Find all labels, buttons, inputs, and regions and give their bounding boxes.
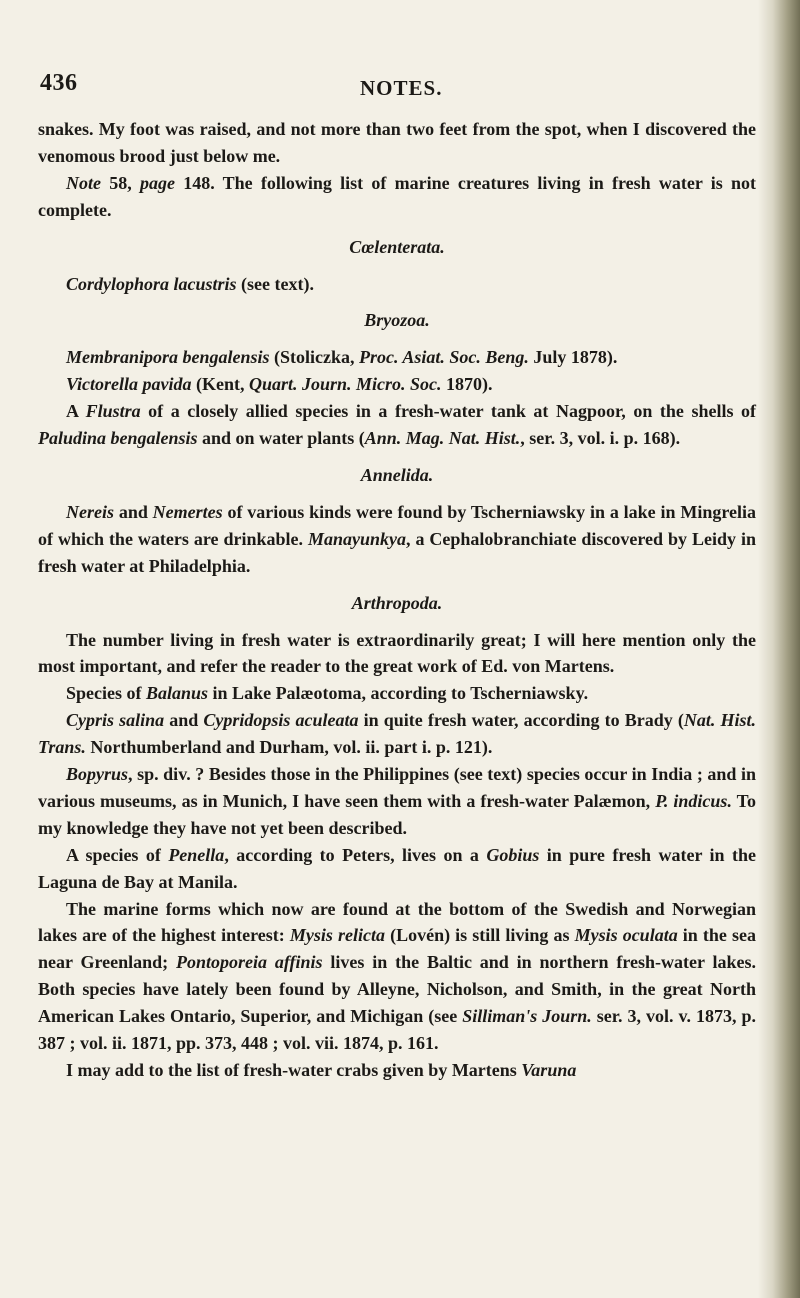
section-heading-annelida: Annelida. [360, 464, 434, 485]
text-run: in pure fresh water in the Laguna de Bay at Manila. [38, 844, 756, 892]
text-run: A [66, 401, 86, 422]
page-label: page [140, 172, 175, 193]
paragraph-arthropoda-intro: The number living in fresh water is extraordinarily great; I will here mention only the most important, and refer the reader to the great work of Ed. von Martens. [38, 629, 756, 677]
text-run: , according to Peters, lives on a [224, 844, 487, 865]
section-heading-coelenterata: Cœlenterata. [349, 236, 445, 257]
text-run: , a Cephalobranchiate discovered by Leidy in fresh water at Philadelphia. [38, 528, 756, 576]
species-name: Bopyrus [66, 764, 129, 785]
entry-cypris [38, 707, 756, 761]
citation: Ann. Mag. Nat. Hist. [364, 428, 521, 449]
text-run: , ser. 3, vol. i. p. 168). [520, 428, 681, 449]
section-heading-bryozoa: Bryozoa. [364, 310, 430, 331]
page-body [38, 116, 756, 1084]
entry-bopyrus [38, 761, 756, 842]
citation: Proc. Asiat. Soc. Beng. [359, 347, 529, 368]
species-name: Mysis oculata [574, 925, 678, 946]
citation: Silliman's Journ. [462, 1006, 592, 1027]
note-label: Note [66, 172, 101, 193]
paragraph-continued: snakes. My foot was raised, and not more than two feet from the spot, when I discovered the venomous brood just below me. [38, 119, 756, 166]
page-header [0, 70, 800, 110]
species-name: Cypridopsis aculeata [203, 710, 359, 731]
species-name: Membranipora bengalensis [66, 347, 270, 368]
text-run: ser. 3, vol. v. 1873, p. 387 ; vol. ii. 1871, pp. 373, 448 ; vol. vii. 1874, p. 161. [38, 1006, 756, 1054]
page-number: 436 [40, 70, 78, 96]
species-name: Cypris salina [66, 710, 165, 731]
text-run: Species of [66, 683, 146, 704]
text-run: and [114, 501, 153, 522]
text-run: To my knowledge they have not yet been described. [38, 790, 757, 838]
text-run: in quite fresh water, according to Brady ( [358, 710, 684, 731]
species-name: Mysis relicta [289, 925, 385, 946]
running-title: NOTES. [360, 76, 443, 100]
species-name: Balanus [146, 683, 209, 704]
text-run: (Lovén) is still living as [384, 925, 575, 946]
species-name: Paludina bengalensis [38, 428, 198, 449]
entry-marine-forms [38, 896, 756, 1057]
entry-victorella [38, 371, 756, 398]
citation: Quart. Journ. Micro. Soc. [249, 374, 442, 395]
text-run: (Kent, [191, 374, 249, 395]
text-run: 148. The following list of marine creatures living in fresh water is not complete. [38, 172, 757, 220]
text-run: Northumberland and Durham, vol. ii. part i. p. 121). [85, 737, 493, 758]
entry-flustra [38, 398, 756, 452]
text-run: 1870). [441, 374, 493, 395]
text-run: (see text). [236, 273, 314, 294]
entry-cordylophora [38, 271, 756, 298]
text-run: I may add to the list of fresh-water crabs given by Martens [66, 1060, 522, 1080]
species-name: Cordylophora lacustris [66, 273, 237, 294]
entry-membranipora [38, 344, 756, 371]
text-run: in the sea near Greenland; [38, 925, 756, 973]
species-name: Nemertes [152, 501, 223, 522]
paragraph-note-58 [38, 170, 756, 224]
text-run: The marine forms which now are found at the bottom of the Swedish and Norwegian lakes are of the highest interest: [38, 898, 756, 946]
entry-balanus [38, 680, 756, 707]
species-name: Nereis [66, 501, 114, 522]
text-run: of a closely allied species in a fresh-water tank at Nagpoor, on the shells of [140, 401, 756, 422]
species-name: Manayunkya [307, 528, 406, 549]
text-run: and [164, 710, 204, 731]
text-run: 58, [101, 172, 140, 193]
text-run: (Stoliczka, [269, 347, 360, 368]
species-name: Varuna [521, 1060, 577, 1080]
text-run: A species of [66, 844, 169, 865]
page-edge-shadow [758, 0, 800, 1298]
text-run: , sp. div. ? Besides those in the Philippines (see text) species occur in India ; and in various museums, as in Munich, I have seen them with a fresh-water Palæmon, [38, 764, 756, 811]
citation: Nat. Hist. Trans. [38, 710, 756, 758]
text-run: July 1878). [528, 347, 618, 368]
entry-nereis [38, 499, 756, 580]
species-name: Victorella pavida [66, 374, 192, 395]
entry-penella [38, 842, 756, 896]
species-name: Flustra [85, 401, 141, 422]
text-run: and on water plants ( [197, 428, 365, 449]
species-name: Penella [168, 844, 225, 865]
species-name: Pontoporeia affinis [176, 952, 323, 973]
section-heading-arthropoda: Arthropoda. [351, 592, 443, 613]
text-run: of various kinds were found by Tscherniawsky in a lake in Mingrelia of which the waters are drinkable. [38, 501, 756, 549]
text-run: lives in the Baltic and in northern fresh-water lakes. Both species have lately been found by Alleyne, Nicholson, and Smith, in the great North American Lakes Ontario, Superior, and Michigan (see [38, 952, 756, 1027]
species-name: Gobius [486, 844, 540, 865]
paragraph-crabs [38, 1057, 756, 1084]
text-run: in Lake Palæotoma, according to Tscherniawsky. [208, 683, 589, 704]
species-name: P. indicus. [655, 790, 732, 811]
